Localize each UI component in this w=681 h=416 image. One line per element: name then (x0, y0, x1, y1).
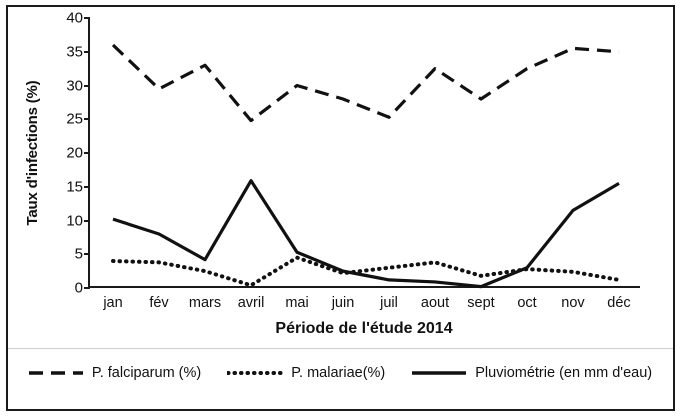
plot-wrapper (24, 9, 640, 311)
chart-legend (30, 365, 653, 381)
legend-swatch (227, 368, 283, 378)
y-tick-label: 0 (74, 279, 83, 297)
x-tick-label: jan (103, 295, 123, 311)
x-tick-label: aout (420, 295, 450, 311)
x-tick-label: avril (237, 295, 265, 311)
x-tick-label: juil (380, 295, 398, 311)
x-tick-label: déc (607, 295, 631, 311)
x-tick-label: fév (149, 295, 169, 311)
legend-divider (8, 348, 673, 349)
legend-item (411, 365, 652, 381)
x-tick-label: sept (467, 295, 495, 311)
x-tick-label: mai (285, 295, 309, 311)
legend-item (28, 365, 201, 381)
y-tick-label: 5 (74, 245, 83, 263)
legend-label: P. malariae(%) (291, 365, 386, 381)
series-line-1 (113, 45, 619, 121)
legend-label: Pluviométrie (en mm d'eau) (475, 365, 653, 381)
plot-area (66, 9, 640, 311)
y-tick-label: 35 (66, 43, 83, 61)
series-lines (90, 18, 642, 288)
y-tick-label: 30 (66, 77, 83, 94)
y-tick-label: 25 (66, 110, 83, 128)
x-tick-label: nov (561, 295, 585, 311)
x-tick-label: mars (188, 295, 222, 311)
x-tick-label: juin (331, 295, 355, 311)
y-tick-label: 20 (66, 144, 83, 162)
y-tick-label: 15 (66, 178, 83, 196)
legend-swatch (411, 368, 467, 378)
x-tick-label: oct (517, 295, 537, 311)
legend-swatch (28, 368, 84, 378)
series-line-2 (113, 258, 619, 286)
y-axis-title: Taux d'infections (%) (24, 80, 41, 226)
legend-label: P. falciparum (%) (91, 365, 202, 381)
y-tick-label: 10 (66, 212, 83, 229)
legend-item (227, 365, 385, 381)
x-axis-title: Période de l'étude 2014 (275, 320, 453, 337)
y-tick-label: 40 (66, 9, 83, 27)
